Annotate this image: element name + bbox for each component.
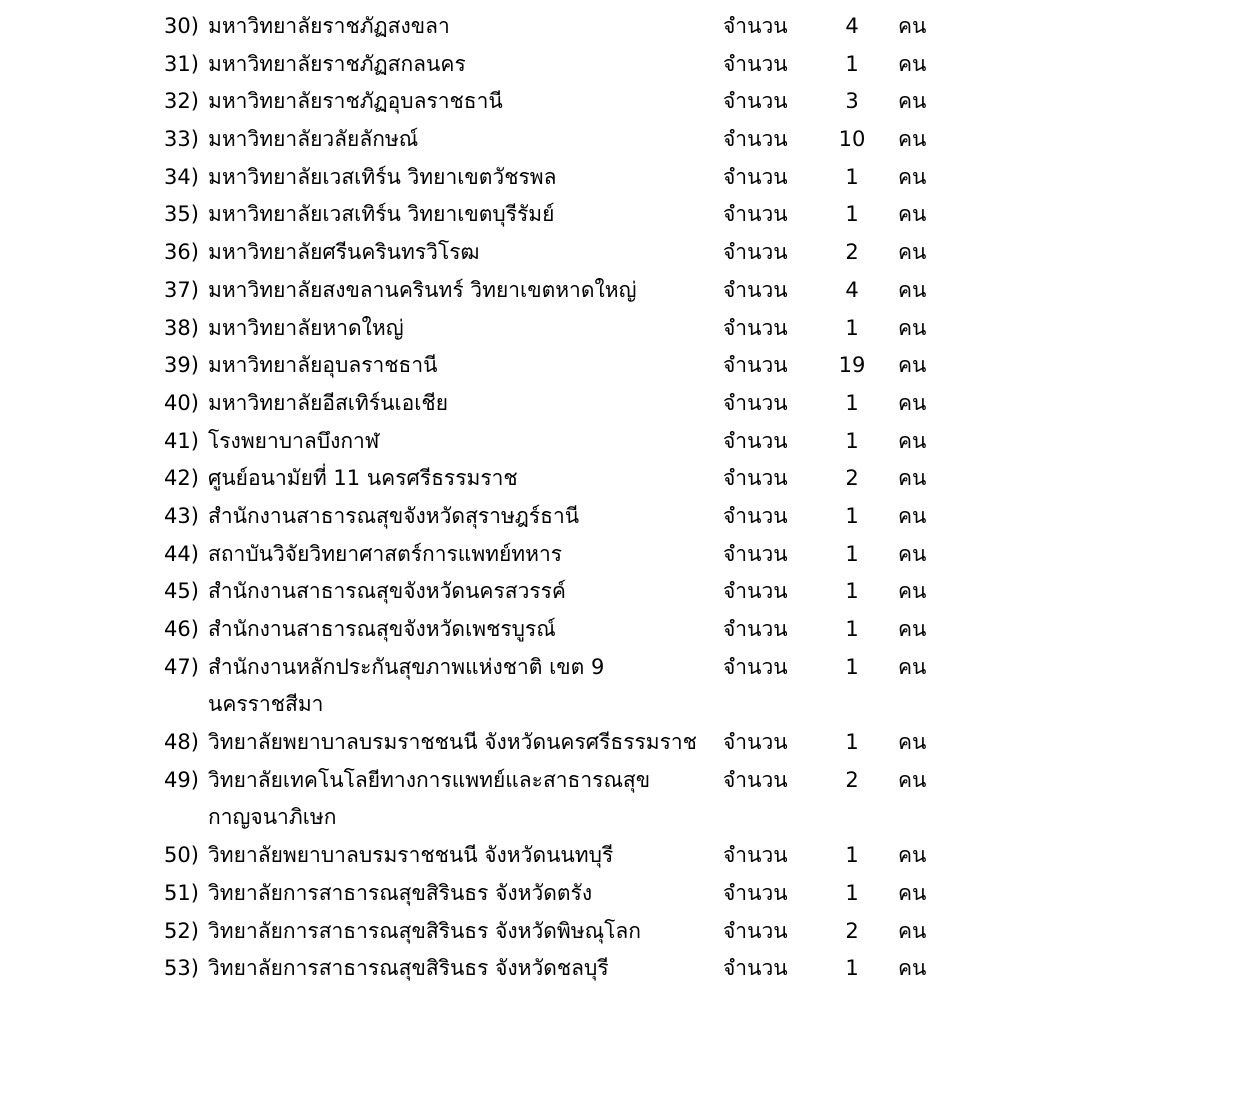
item-count: 1 <box>845 730 859 755</box>
unit-label: คน <box>898 843 927 868</box>
unit-label: คน <box>898 767 927 792</box>
item-count: 1 <box>845 503 859 528</box>
institution-name: สำนักงานสาธารณสุขจังหวัดเพชรบูรณ์ <box>208 617 556 641</box>
unit-label: คน <box>898 164 927 189</box>
institution-name: สำนักงานหลักประกันสุขภาพแห่งชาติ เขต 9 นครราชสีมา <box>208 654 605 717</box>
item-number: 52) <box>164 918 199 943</box>
item-count: 1 <box>845 956 859 981</box>
list-item <box>0 837 1241 875</box>
item-count: 1 <box>845 579 859 604</box>
institution-name: สำนักงานสาธารณสุขจังหวัดสุราษฎร์ธานี <box>208 503 580 528</box>
amount-label: จำนวน <box>723 918 788 943</box>
item-number: 48) <box>164 730 199 755</box>
item-number: 49) <box>164 767 199 792</box>
list-item <box>0 8 1241 46</box>
item-count: 1 <box>845 843 859 868</box>
item-count: 4 <box>845 14 859 38</box>
item-number: 38) <box>164 315 199 340</box>
unit-label: คน <box>898 240 927 265</box>
item-number: 51) <box>164 880 199 905</box>
amount-label: จำนวน <box>723 466 788 491</box>
unit-label: คน <box>898 277 927 302</box>
amount-label: จำนวน <box>723 390 788 415</box>
list-item <box>0 573 1241 611</box>
institution-name: สถาบันวิจัยวิทยาศาสตร์การแพทย์ทหาร <box>208 541 563 566</box>
institution-name: วิทยาลัยเทคโนโลยีทางการแพทย์และสาธารณสุข กาญจนาภิเษก <box>208 767 651 830</box>
item-number: 45) <box>164 579 199 604</box>
institution-name: โรงพยาบาลบึงกาฬ <box>208 428 380 453</box>
list-item <box>0 234 1241 272</box>
list-item <box>0 913 1241 951</box>
amount-label: จำนวน <box>723 541 788 566</box>
unit-label: คน <box>898 956 927 981</box>
institution-name: มหาวิทยาลัยศรีนครินทรวิโรฒ <box>208 240 480 265</box>
list-item <box>0 875 1241 913</box>
amount-label: จำนวน <box>723 956 788 981</box>
item-number: 50) <box>164 843 199 868</box>
institution-name: สำนักงานสาธารณสุขจังหวัดนครสวรรค์ <box>208 579 566 604</box>
institution-name: มหาวิทยาลัยราชภัฏสกลนคร <box>208 51 466 76</box>
item-number: 33) <box>164 127 199 152</box>
item-count: 1 <box>845 202 859 227</box>
institution-name: วิทยาลัยพยาบาลบรมราชชนนี จังหวัดนครศรีธรรมราช <box>208 730 697 755</box>
item-number: 43) <box>164 503 199 528</box>
unit-label: คน <box>898 390 927 415</box>
item-count: 2 <box>845 466 859 491</box>
item-number: 36) <box>164 240 199 265</box>
amount-label: จำนวน <box>723 503 788 528</box>
unit-label: คน <box>898 127 927 152</box>
list-item <box>0 272 1241 310</box>
list-item <box>0 310 1241 348</box>
unit-label: คน <box>898 730 927 755</box>
item-count: 3 <box>845 89 859 114</box>
unit-label: คน <box>898 353 927 378</box>
item-count: 1 <box>845 51 859 76</box>
amount-label: จำนวน <box>723 767 788 792</box>
list-item <box>0 498 1241 536</box>
amount-label: จำนวน <box>723 127 788 152</box>
amount-label: จำนวน <box>723 51 788 76</box>
institution-name: มหาวิทยาลัยเวสเทิร์น วิทยาเขตวัชรพล <box>208 164 557 189</box>
amount-label: จำนวน <box>723 315 788 340</box>
list-item <box>0 121 1241 159</box>
unit-label: คน <box>898 503 927 528</box>
institution-name: มหาวิทยาลัยอุบลราชธานี <box>208 353 438 378</box>
list-item <box>0 159 1241 197</box>
item-number: 40) <box>164 390 199 415</box>
item-number: 53) <box>164 956 199 981</box>
item-number: 42) <box>164 466 199 491</box>
list-item <box>0 347 1241 385</box>
amount-label: จำนวน <box>723 730 788 755</box>
list-item <box>0 423 1241 461</box>
list-item <box>0 724 1241 762</box>
institution-name: มหาวิทยาลัยราชภัฏอุบลราชธานี <box>208 89 503 114</box>
institution-name: มหาวิทยาลัยวลัยลักษณ์ <box>208 127 419 152</box>
item-number: 44) <box>164 541 199 566</box>
item-count: 2 <box>845 240 859 265</box>
item-number: 46) <box>164 617 199 641</box>
unit-label: คน <box>898 617 927 641</box>
item-number: 39) <box>164 353 199 378</box>
amount-label: จำนวน <box>723 617 788 641</box>
amount-label: จำนวน <box>723 277 788 302</box>
item-count: 1 <box>845 164 859 189</box>
list-item <box>0 950 1241 988</box>
amount-label: จำนวน <box>723 579 788 604</box>
institution-name: วิทยาลัยการสาธารณสุขสิรินธร จังหวัดชลบุรี <box>208 956 609 981</box>
amount-label: จำนวน <box>723 240 788 265</box>
amount-label: จำนวน <box>723 164 788 189</box>
item-count: 1 <box>845 541 859 566</box>
item-number: 30) <box>164 14 199 38</box>
institution-list <box>0 8 1241 988</box>
list-item <box>0 385 1241 423</box>
item-number: 32) <box>164 89 199 114</box>
amount-label: จำนวน <box>723 428 788 453</box>
amount-label: จำนวน <box>723 654 788 679</box>
item-count: 4 <box>845 277 859 302</box>
unit-label: คน <box>898 89 927 114</box>
unit-label: คน <box>898 579 927 604</box>
unit-label: คน <box>898 428 927 453</box>
item-count: 1 <box>845 315 859 340</box>
institution-name: มหาวิทยาลัยสงขลานครินทร์ วิทยาเขตหาดใหญ่ <box>208 277 637 302</box>
institution-name: ศูนย์อนามัยที่ 11 นครศรีธรรมราช <box>208 466 518 491</box>
list-item <box>0 46 1241 84</box>
item-count: 1 <box>845 654 859 679</box>
unit-label: คน <box>898 654 927 679</box>
amount-label: จำนวน <box>723 202 788 227</box>
item-count: 10 <box>838 127 866 152</box>
institution-name: มหาวิทยาลัยราชภัฏสงขลา <box>208 14 450 38</box>
institution-name: วิทยาลัยการสาธารณสุขสิรินธร จังหวัดพิษณุโลก <box>208 918 641 943</box>
institution-name: มหาวิทยาลัยหาดใหญ่ <box>208 315 404 340</box>
list-item <box>0 611 1241 649</box>
list-item <box>0 83 1241 121</box>
unit-label: คน <box>898 541 927 566</box>
institution-name: วิทยาลัยพยาบาลบรมราชชนนี จังหวัดนนทบุรี <box>208 843 614 868</box>
item-count: 2 <box>845 767 859 792</box>
item-number: 35) <box>164 202 199 227</box>
item-count: 1 <box>845 428 859 453</box>
amount-label: จำนวน <box>723 880 788 905</box>
item-number: 34) <box>164 164 199 189</box>
amount-label: จำนวน <box>723 353 788 378</box>
list-item <box>0 536 1241 574</box>
unit-label: คน <box>898 880 927 905</box>
list-item <box>0 762 1241 837</box>
unit-label: คน <box>898 202 927 227</box>
institution-name: มหาวิทยาลัยเวสเทิร์น วิทยาเขตบุรีรัมย์ <box>208 202 555 227</box>
item-number: 41) <box>164 428 199 453</box>
unit-label: คน <box>898 51 927 76</box>
item-number: 37) <box>164 277 199 302</box>
amount-label: จำนวน <box>723 843 788 868</box>
unit-label: คน <box>898 14 927 38</box>
item-count: 2 <box>845 918 859 943</box>
list-item <box>0 460 1241 498</box>
institution-name: วิทยาลัยการสาธารณสุขสิรินธร จังหวัดตรัง <box>208 880 593 905</box>
institution-name: มหาวิทยาลัยอีสเทิร์นเอเชีย <box>208 390 448 415</box>
item-count: 1 <box>845 390 859 415</box>
item-count: 1 <box>845 617 859 641</box>
item-count: 1 <box>845 880 859 905</box>
item-number: 31) <box>164 51 199 76</box>
list-item <box>0 649 1241 724</box>
item-number: 47) <box>164 654 199 679</box>
unit-label: คน <box>898 918 927 943</box>
unit-label: คน <box>898 466 927 491</box>
amount-label: จำนวน <box>723 14 788 38</box>
item-count: 19 <box>838 353 866 378</box>
list-item <box>0 196 1241 234</box>
amount-label: จำนวน <box>723 89 788 114</box>
unit-label: คน <box>898 315 927 340</box>
